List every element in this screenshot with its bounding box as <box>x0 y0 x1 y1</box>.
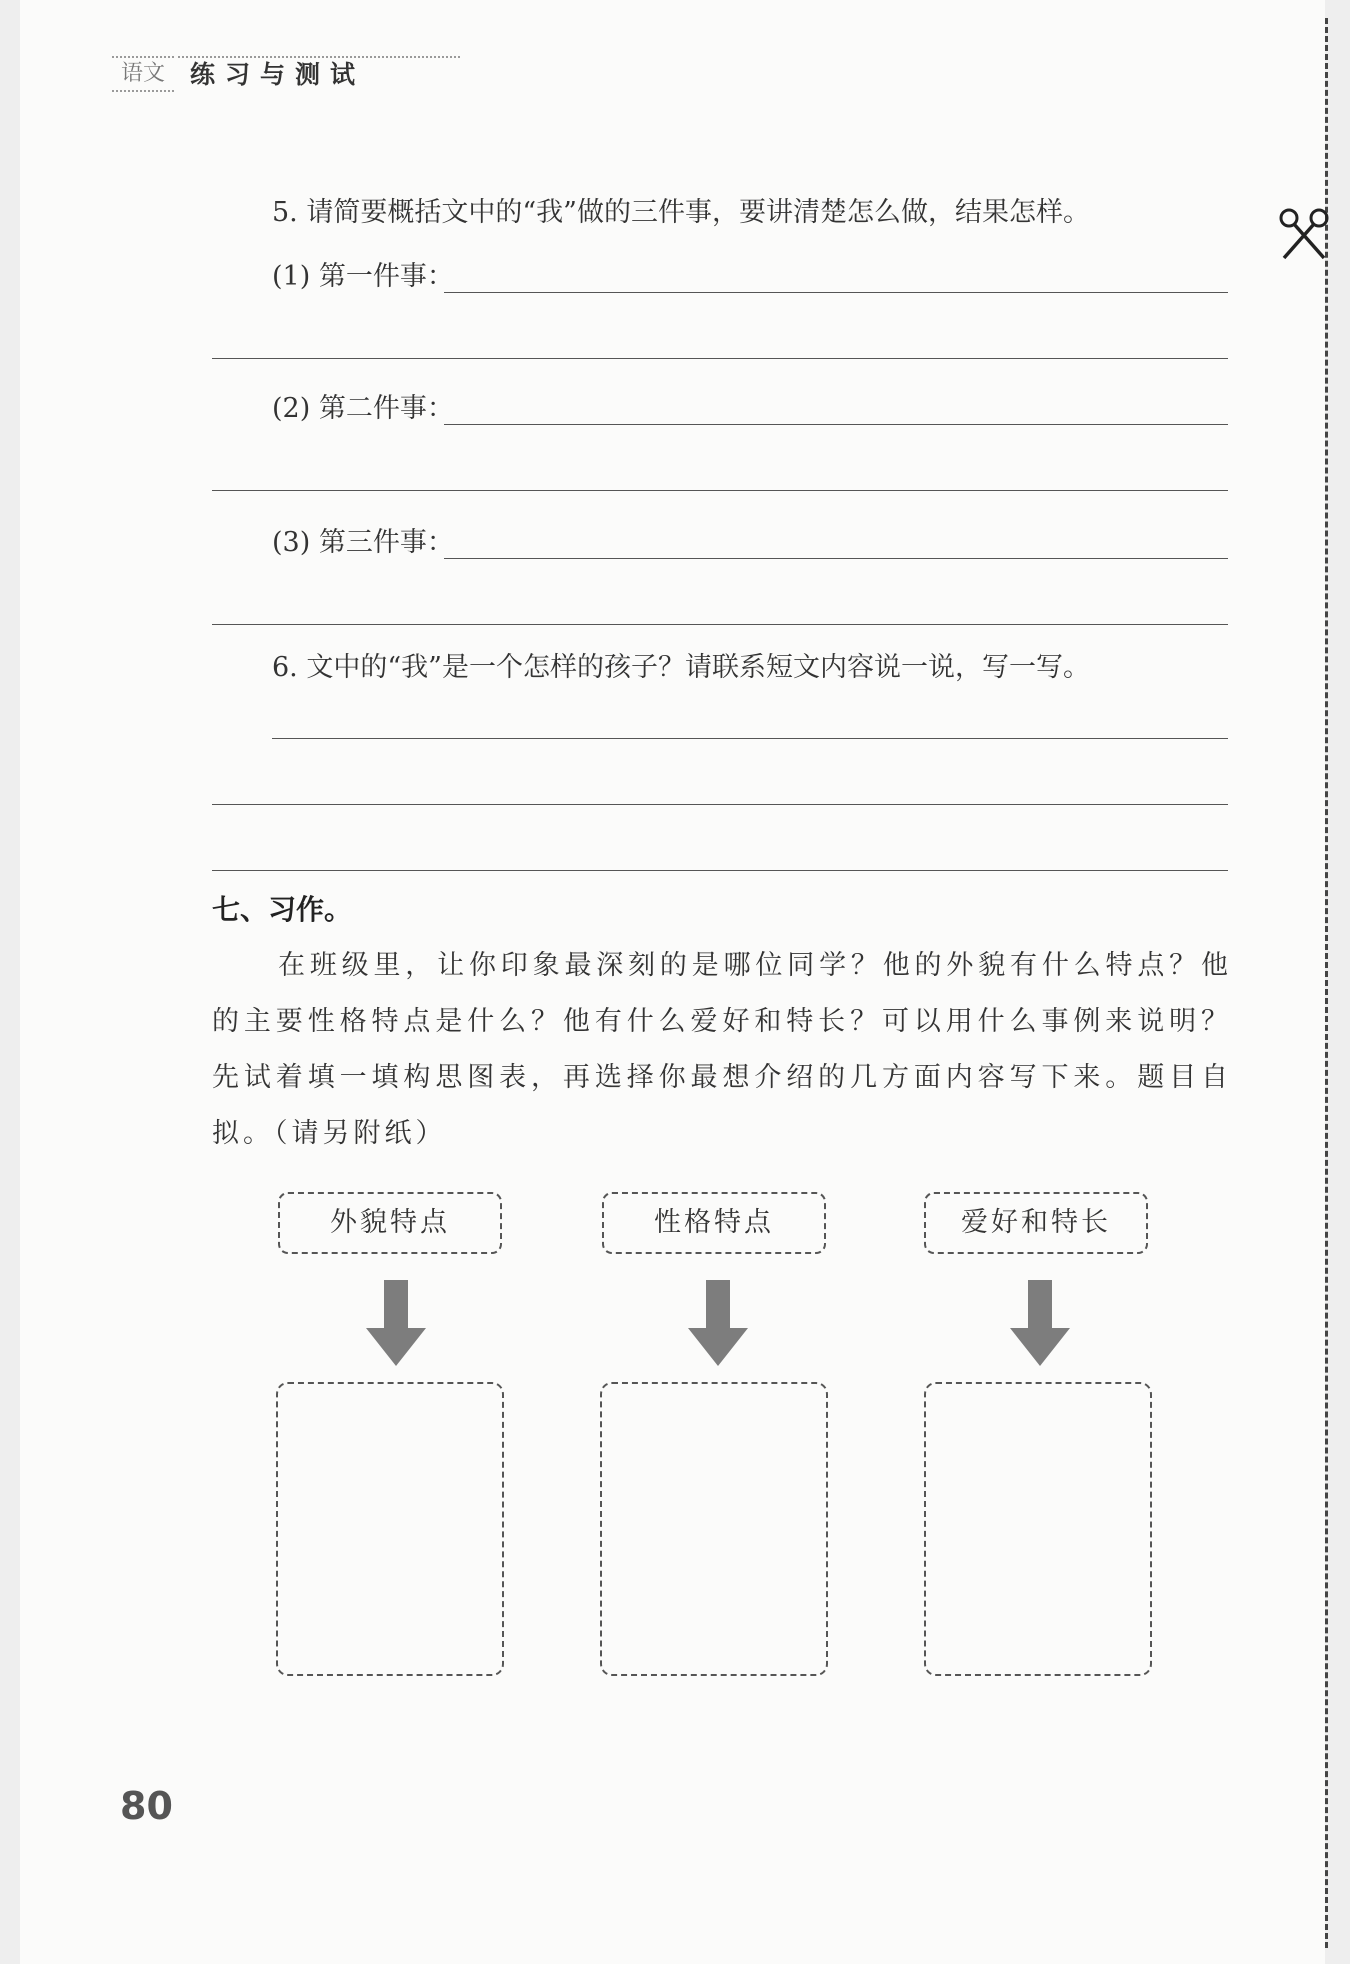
q6-answer-line-1[interactable] <box>272 738 1228 739</box>
q6-answer-line-3[interactable] <box>212 870 1228 871</box>
q5-item-3-answer-line[interactable] <box>444 558 1228 559</box>
q6-answer-line-2[interactable] <box>212 804 1228 805</box>
diagram-answer-box-appearance[interactable] <box>276 1382 504 1676</box>
diagram-label-personality: 性格特点 <box>602 1192 826 1254</box>
workbook-page <box>20 0 1325 1964</box>
subject-label: 语文 <box>112 56 174 92</box>
q5-item-3-label: (3) 第三件事： <box>272 527 454 558</box>
q5-item-2-answer-line-2[interactable] <box>212 490 1228 491</box>
diagram-label-hobbies: 爱好和特长 <box>924 1192 1148 1254</box>
diagram-answer-box-personality[interactable] <box>600 1382 828 1676</box>
q5-item-1-answer-line-2[interactable] <box>212 358 1228 359</box>
section-7-title: 七、习作。 <box>212 893 353 926</box>
page-number: 80 <box>120 1784 173 1828</box>
diagram-label-appearance: 外貌特点 <box>278 1192 502 1254</box>
book-title: 练习与测试 <box>190 60 366 89</box>
section-7-instructions: 在班级里，让你印象最深刻的是哪位同学？他的外貌有什么特点？他的主要性格特点是什么？他有什么爱好和特长？可以用什么事例来说明？先试着填一填构思图表，再选择你最想介绍的几方面内容写下来。题目自拟。（请另附纸） <box>212 950 1232 1149</box>
q5-item-2-label: (2) 第二件事： <box>272 393 454 424</box>
q5-item-1-label: (1) 第一件事： <box>272 261 454 292</box>
q5-item-1-answer-line[interactable] <box>444 292 1228 293</box>
diagram-answer-box-hobbies[interactable] <box>924 1382 1152 1676</box>
down-arrow-icon <box>366 1280 426 1366</box>
scissors-icon <box>1278 206 1330 264</box>
q5-item-2-answer-line[interactable] <box>444 424 1228 425</box>
question-5-prompt: 5. 请简要概括文中的“我”做的三件事，要讲清楚怎么做，结果怎样。 <box>272 197 1090 228</box>
down-arrow-icon <box>688 1280 748 1366</box>
cut-line <box>1325 18 1328 1948</box>
down-arrow-icon <box>1010 1280 1070 1366</box>
question-6-prompt: 6. 文中的“我”是一个怎样的孩子？请联系短文内容说一说，写一写。 <box>272 652 1090 683</box>
q5-item-3-answer-line-2[interactable] <box>212 624 1228 625</box>
